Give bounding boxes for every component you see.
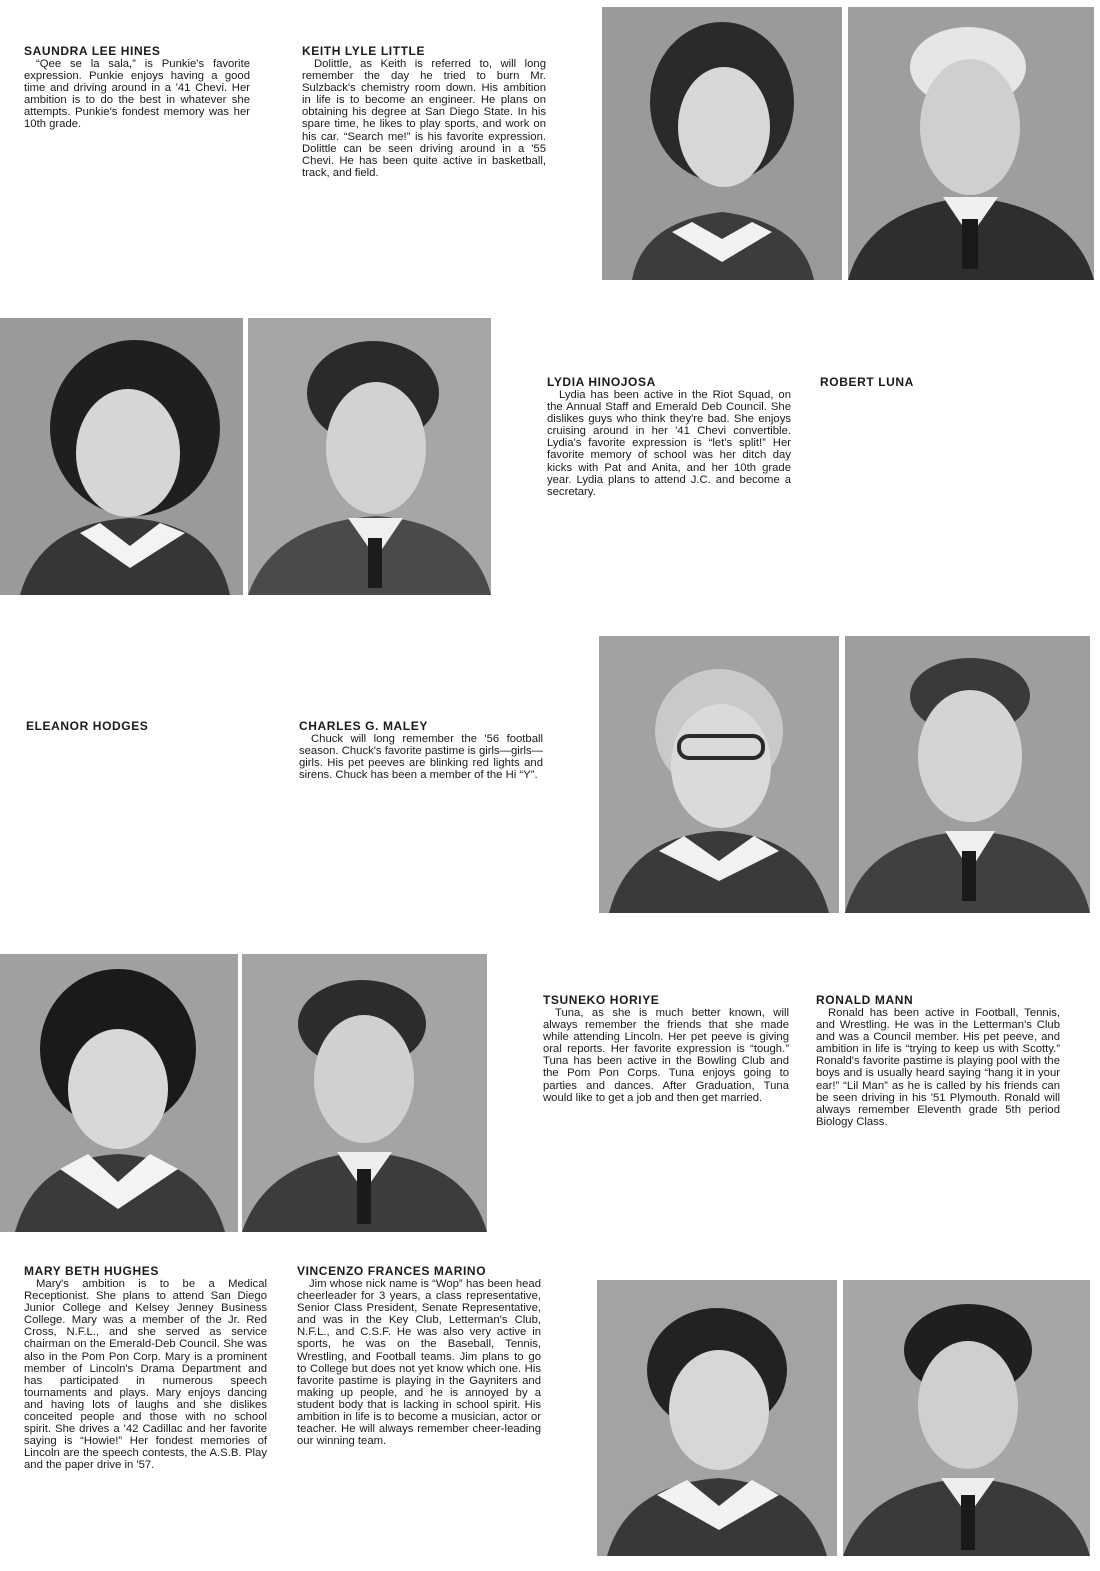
portrait-photo-marino [843,1280,1090,1556]
student-name: SAUNDRA LEE HINES [24,44,161,58]
student-name: MARY BETH HUGHES [24,1264,159,1278]
portrait-photo-luna [248,318,491,595]
portrait-photo-hines [602,7,842,280]
student-bio: “Qee se la sala,” is Punkie's favorite expression. Punkie enjoys having a good time and driving around in a '41 Chevi. Her ambition is to do the best in whatever she attempts. Punkie's fondest memory was her 10th grade. [24,58,250,131]
portrait-photo-hughes [597,1280,837,1556]
entry-marino [297,1264,541,1447]
portrait-photo-mann [242,954,487,1232]
portrait-photo-little [848,7,1094,280]
student-bio: Lydia has been active in the Riot Squad, on the Annual Staff and Emerald Deb Council. She dislikes guys who think they're bad. She enjoys cruising around in her '41 Chevi convertible. Lydia's favorite expression is “let's split!” Her favorite memory of school was her ditch day kicks with Pat and Anita, and her 10th grade year. Lydia plans to attend J.C. and become a secretary. [547,389,791,498]
entry-luna [820,375,1060,389]
student-name: RONALD MANN [816,993,914,1007]
entry-mann [816,993,1060,1128]
entry-maley [299,719,543,781]
student-bio: Jim whose nick name is “Wop” has been head cheerleader for 3 years, a class representative, Senior Class President, Senate Representative, and was in the Key Club, Letterman's Club, N.F.L., and C.S.F. He was also very active in sports, he was on the Baseball, Tennis, Wrestling, and Football teams. Jim plans to go to College but does not yet know which one. His favorite pastime is playing in the Gayniters and making up people, and he is annoyed by a student body that is lacking in school spirit. His ambition in life is to become a musician, actor or teacher. He will always remember cheer-leading our winning team. [297,1278,541,1448]
student-name: ROBERT LUNA [820,375,914,389]
student-name: TSUNEKO HORIYE [543,993,660,1007]
student-name: CHARLES G. MALEY [299,719,428,733]
entry-hinojosa [547,375,791,498]
student-bio: Tuna, as she is much better known, will always remember the friends that she made while attending Lincoln. Her pet peeve is giving oral reports. Her favorite expression is “tough.” Tuna has been active in the Bowling Club and the Pom Pon Corps. Tuna enjoys going to parties and dances. After Graduation, Tuna would like to get a job and then get married. [543,1007,789,1104]
student-bio: Ronald has been active in Football, Tennis, and Wrestling. He was in the Letterman's Club and was a Council member. His pet peeve, and ambition in life is “trying to keep us with Scotty.” Ronald's favorite pastime is playing pool with the boys and is usually heard saying “hang it in your ear!” “Lil Man” as he is called by his friends can be seen driving in his '51 Plymouth. Ronald will always remember Eleventh grade 5th period Biology Class. [816,1007,1060,1128]
entry-hodges [26,719,252,733]
student-bio: Dolittle, as Keith is referred to, will long remember the day he tried to burn Mr. Sulzback's chemistry room down. His ambition in life is to become an engineer. He plans on obtaining his degree at San Diego State. In his spare time, he likes to play sports, and work on his car. “Search me!” is his favorite expression. Dolittle can be seen driving around in a '55 Chevi. He has been quite active in basketball, track, and field. [302,58,546,179]
portrait-photo-horiye [0,954,238,1232]
student-bio: Mary's ambition is to be a Medical Receptionist. She plans to attend San Diego Junior College and Kelsey Jenney Business College. Mary was a member of the Jr. Red Cross, N.F.L., and she served as service chairman on the Emerald-Deb Council. She was also in the Pom Pon Corp. Mary is a prominent member of Lincoln's Drama Department and has participated in numerous speech tournaments and plays. Mary enjoys dancing and having lots of laughs and she dislikes conceited people and those with no school spirit. She drives a '42 Cadillac and her favorite saying is “Howie!” Her fondest memories of Lincoln are the speech contests, the A.S.B. Play and the paper drive in '57. [24,1278,267,1472]
entry-horiye [543,993,789,1104]
student-name: LYDIA HINOJOSA [547,375,656,389]
portrait-photo-hinojosa [0,318,243,595]
student-name: ELEANOR HODGES [26,719,149,733]
student-name: KEITH LYLE LITTLE [302,44,426,58]
portrait-photo-maley [845,636,1090,913]
entry-little [302,44,546,179]
student-name: VINCENZO FRANCES MARINO [297,1264,487,1278]
student-bio: Chuck will long remember the '56 football season. Chuck's favorite pastime is girls—girls—girls. His pet peeves are blinking red lights and sirens. Chuck has been a member of the Hi “Y”. [299,733,543,782]
portrait-photo-hodges [599,636,839,913]
entry-hines [24,44,250,131]
entry-hughes [24,1264,267,1472]
